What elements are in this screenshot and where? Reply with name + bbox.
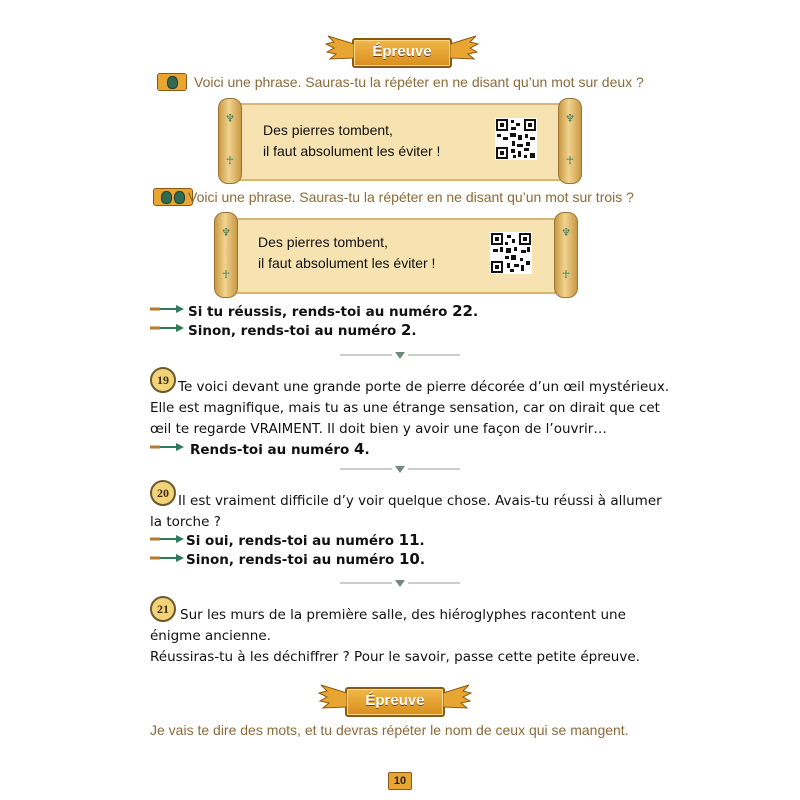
choice-text: Sinon, rends-toi au numéro [188,323,401,339]
choice-number: 4 [354,440,365,458]
scarab-badge-single [157,73,187,91]
scroll-line: il faut absolument les éviter ! [263,143,441,159]
page-number: 10 [388,772,412,790]
para-line: œil te regarde VRAIMENT. Il doit bien y avoir une façon de l’ouvrir… [150,421,607,437]
scroll-rod-right: ♆ ☥ [558,98,582,184]
scroll-line: Des pierres tombent, [258,234,388,250]
para-line: énigme ancienne. [150,628,271,644]
section-number-20: 20 [150,480,176,506]
epreuve-banner-2 [345,687,445,717]
section-19-text [178,377,669,398]
task2-instruction: Voici une phrase. Sauras-tu la répéter en ne disant qu’un mot sur trois ? [188,189,634,205]
arrow-icon [150,535,184,543]
para-line: Elle est magnifique, mais tu as une étrange sensation, car on dirait que cet [150,400,660,416]
qr-code[interactable] [495,118,537,160]
wing-ornament-right [450,34,480,68]
scroll-rod-left: ♆ ☥ [218,98,242,184]
choice-go-to-11[interactable]: Si oui, rends-toi au numéro 11. [186,531,425,549]
choice-text: Rends-toi au numéro [190,442,355,458]
choice-number: 22 [452,302,473,320]
choice-success[interactable]: Si tu réussis, rends-toi au numéro 22. [188,302,479,320]
choice-number: 2 [400,321,412,339]
separator-ornament [340,578,460,588]
scroll-line: Des pierres tombent, [263,122,393,138]
choice-text: Si oui, rends-toi au numéro [186,533,399,549]
para-line: la torche ? [150,514,221,530]
scarab-icon [167,76,178,89]
epreuve-banner-1 [352,38,452,68]
section-19-text [150,398,660,419]
choice-text: Si tu réussis, rends-toi au numéro [188,304,453,320]
para-line: Réussiras-tu à les déchiffrer ? Pour le savoir, passe cette petite épreuve. [150,649,640,665]
scroll-2-text [258,232,435,274]
arrow-icon [150,324,184,332]
scarab-icon [174,191,185,204]
scarab-icon [161,191,172,204]
wing-ornament-right [443,683,473,717]
section-number-21: 21 [150,596,176,622]
choice-go-to-10[interactable]: Sinon, rends-toi au numéro 10. [186,550,425,568]
choice-number: 10 [398,550,420,568]
section-19-text [150,419,607,440]
choice-text: Sinon, rends-toi au numéro [186,552,399,568]
separator-ornament [340,350,460,360]
wing-ornament-left [324,34,354,68]
section-20-text [150,512,221,533]
scroll-1-text [263,120,440,162]
section-21-text [180,605,626,626]
banner-label: Épreuve [365,692,425,709]
scroll-rod-left: ♆ ☥ [214,212,238,298]
section-21-text [150,647,640,668]
separator-ornament [340,464,460,474]
choice-number: 11 [398,531,420,549]
task1-instruction: Voici une phrase. Sauras-tu la répéter en ne disant qu’un mot sur deux ? [194,74,644,90]
choice-go-to-4[interactable]: Rends-toi au numéro 4. [190,440,370,458]
section-21-text [150,626,271,647]
section-20-text [178,491,662,512]
qr-code[interactable] [490,232,532,274]
section-number-19: 19 [150,367,176,393]
arrow-icon [150,554,184,562]
arrow-icon [150,305,184,313]
scroll-line: il faut absolument les éviter ! [258,255,436,271]
arrow-icon [150,443,184,451]
choice-failure[interactable]: Sinon, rends-toi au numéro 2. [188,321,417,339]
para-line: Te voici devant une grande porte de pierre décorée d’un œil mystérieux. [178,379,670,395]
banner-label: Épreuve [372,43,432,60]
task3-instruction: Je vais te dire des mots, et tu devras répéter le nom de ceux qui se mangent. [150,722,629,738]
scarab-badge-double [153,188,193,206]
scroll-rod-right: ♆ ☥ [554,212,578,298]
para-line: Sur les murs de la première salle, des hiéroglyphes racontent une [180,607,626,623]
para-line: Il est vraiment difficile d’y voir quelque chose. Avais-tu réussi à allumer [178,493,662,509]
wing-ornament-left [317,683,347,717]
